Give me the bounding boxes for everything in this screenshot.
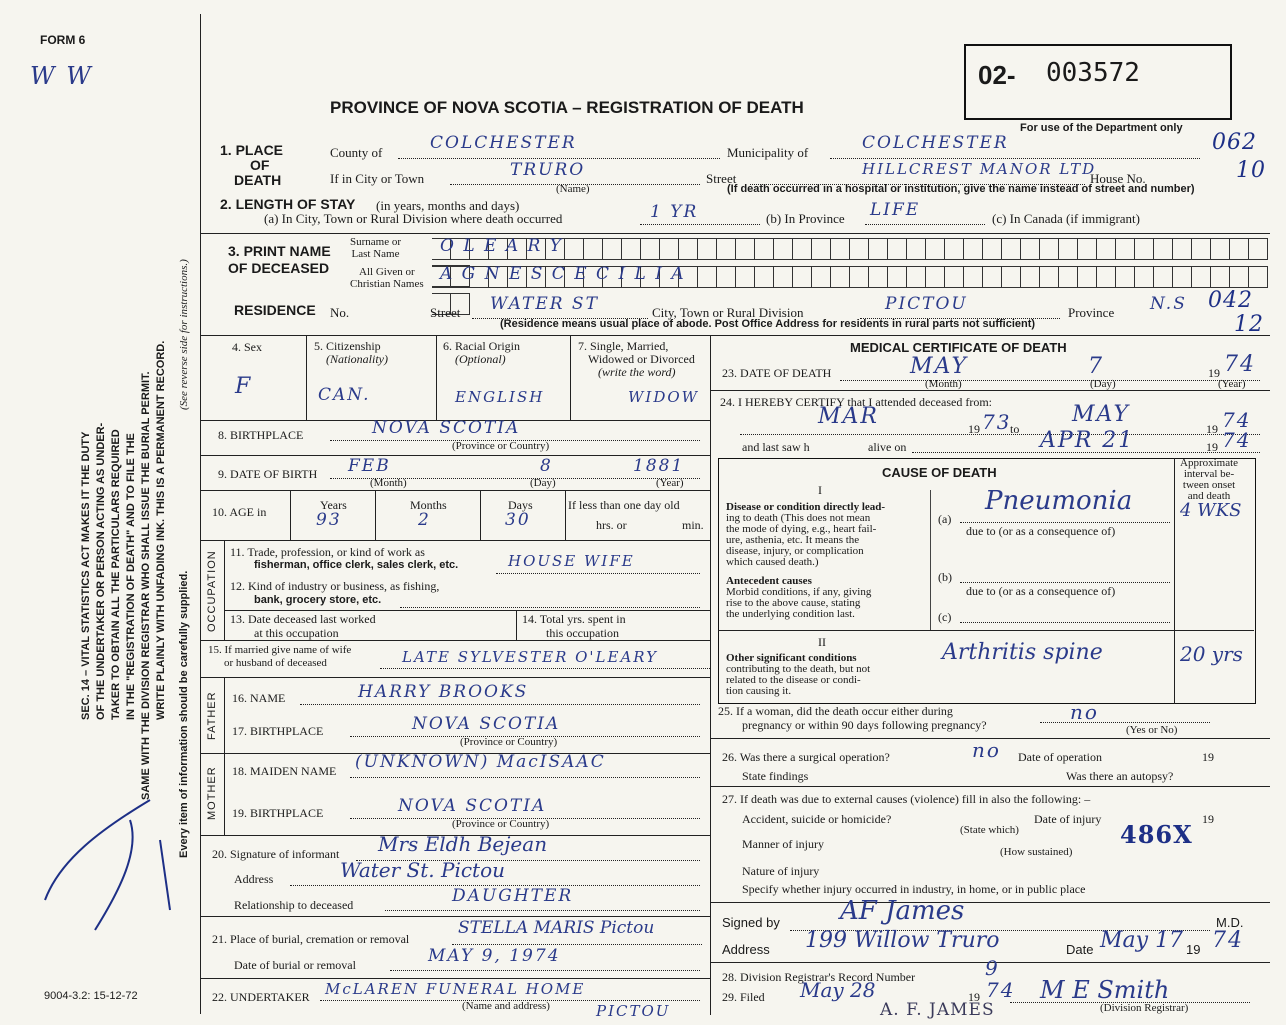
surname-label-line: Surname or [350, 236, 402, 248]
dotted-line [740, 434, 1260, 435]
age-days-label: Days [508, 498, 533, 512]
industry-label-line: bank, grocery store, etc. [254, 594, 382, 606]
other-conditions-line: related to the disease or condi- [726, 674, 861, 686]
dod-19: 19 [1208, 366, 1220, 380]
dotted-line [350, 777, 700, 778]
age-label: 10. AGE in [212, 505, 267, 519]
stay-a-value: 1 YR [650, 202, 699, 222]
place-label-line: DEATH [234, 172, 282, 188]
divider [200, 490, 710, 491]
divider [710, 390, 1270, 391]
from-19: 19 [968, 422, 980, 436]
signature-date-label: Date [1066, 942, 1094, 957]
city-label: If in City or Town [330, 171, 425, 186]
direct-cause-label [726, 502, 885, 568]
cause-a-interval: 4 WKS [1180, 500, 1242, 521]
age-years-label: Years [320, 498, 347, 512]
dob-label: 9. DATE OF BIRTH [218, 467, 318, 481]
antecedent-line: rise to the above cause, stating [726, 597, 861, 609]
given-label [350, 266, 424, 290]
industry-label-line: 12. Kind of industry or business, as fishing, [230, 579, 440, 593]
signature-year: 74 [1212, 928, 1244, 953]
interval-label-line: interval be- [1183, 468, 1235, 480]
sex-label: 4. Sex [232, 340, 262, 354]
antecedent-line: Morbid conditions, if any, giving [726, 586, 872, 598]
mother-birthplace: NOVA SCOTIA [398, 796, 547, 816]
mother-birthplace-label: 19. BIRTHPLACE [232, 806, 324, 820]
stay-label: 2. LENGTH OF STAY [220, 196, 356, 212]
residence-street-label: Street [430, 305, 461, 320]
physician-address: 199 Willow Truro [805, 928, 1000, 953]
to-19: 19 [1206, 422, 1218, 436]
citizenship-label-line: 5. Citizenship [314, 339, 381, 353]
direct-cause-line: the mode of dying, e.g., heart fail- [726, 523, 877, 535]
dotted-line [640, 224, 760, 225]
spouse-label-line: 15. If married give name of wife [208, 644, 352, 656]
place-label-line: OF [250, 157, 270, 173]
trade-label [230, 546, 458, 572]
divider [224, 610, 710, 611]
direct-cause-line: ure, asthenia, etc. It means the [726, 534, 860, 546]
stay-a-label: (a) In City, Town or Rural Division where death occurred [264, 211, 563, 226]
last-19: 19 [1206, 440, 1218, 454]
dotted-line [300, 704, 700, 705]
name-caption: (Name) [556, 183, 590, 195]
interval-label-line: and death [1187, 490, 1231, 502]
trade-label-line: fisherman, office clerk, sales clerk, etc. [254, 559, 459, 571]
cell-divider [224, 540, 225, 640]
dotted-line [452, 944, 702, 945]
autopsy-label: Was there an autopsy? [1066, 769, 1174, 783]
informant-label: 20. Signature of informant [212, 847, 340, 861]
filed-year: 74 [986, 978, 1016, 1002]
age-months: 2 [418, 510, 431, 530]
operation-date-label: Date of operation [1018, 750, 1102, 764]
divider [200, 978, 710, 979]
cell-divider [306, 335, 307, 420]
handwritten-initials: W W [30, 62, 93, 90]
dotted-line [960, 522, 1170, 523]
cell-divider [565, 490, 566, 540]
origin-label-line: 6. Racial Origin [443, 339, 520, 353]
dotted-line [830, 158, 1200, 159]
direct-cause-line: disease, injury, or complication [726, 545, 864, 557]
hrs-label: hrs. or [596, 518, 627, 532]
origin-sub: (Optional) [455, 352, 506, 366]
residence-label: RESIDENCE [234, 302, 316, 318]
manner-label: Manner of injury [742, 837, 824, 851]
spouse-label-line: or husband of deceased [224, 657, 327, 669]
cell-divider [436, 335, 437, 420]
mother-maiden-label: 18. MAIDEN NAME [232, 764, 337, 778]
county-value: COLCHESTER [430, 133, 577, 153]
divider [200, 233, 1270, 234]
nature-label: Nature of injury [742, 864, 820, 878]
stay-sub: (in years, months and days) [376, 198, 520, 213]
last-seen: APR 21 [1040, 428, 1135, 453]
dob-day: 8 [540, 456, 553, 476]
relationship-value: DAUGHTER [452, 886, 574, 906]
total-years-label [522, 612, 626, 640]
mother-side-label: MOTHER [206, 766, 218, 820]
dod-year: 74 [1224, 352, 1256, 377]
side-text-line: OF THE UNDERTAKER OR PERSON ACTING AS UNDER- [95, 422, 107, 720]
father-birthplace: NOVA SCOTIA [412, 714, 561, 734]
dod-label: 23. DATE OF DEATH [722, 366, 832, 380]
department-note: For use of the Department only [1020, 122, 1183, 134]
cell-divider [480, 490, 481, 540]
registration-number-box [964, 44, 1232, 120]
last-worked-label-line: at this occupation [254, 626, 339, 640]
street-label: Street [706, 171, 737, 186]
name-label [228, 243, 331, 277]
city-value: TRURO [510, 160, 586, 180]
occupation-side-label: OCCUPATION [206, 550, 218, 632]
name-label-line: OF DECEASED [228, 260, 330, 276]
signature-date: May 17 [1100, 928, 1184, 953]
cell-divider [224, 753, 225, 835]
marital-label [578, 340, 695, 379]
surname-label [350, 236, 401, 260]
marital-label-line: Widowed or Divorced [588, 352, 695, 366]
cause-a-value: Pneumonia [985, 486, 1133, 516]
physician-signature: AF James [840, 896, 965, 926]
cause-roman-1: I [818, 483, 822, 497]
given-label-line: All Given or [359, 266, 415, 278]
side-text-line: SEC. 14 – VITAL STATISTICS ACT MAKES IT THE DUTY [80, 431, 92, 720]
side-text-line: IN THE "REGISTRATION OF DEATH" AND TO FILE THE [125, 433, 137, 720]
last-worked-label-line: 13. Date deceased last worked [230, 612, 376, 626]
cell-divider [375, 490, 376, 540]
undertaker-town: PICTOU [596, 1002, 671, 1020]
last-seen-year: 74 [1222, 428, 1252, 452]
record-number-label: 28. Division Registrar's Record Number [722, 970, 916, 984]
residence-province-label: Province [1068, 305, 1115, 320]
municipality-value: COLCHESTER [862, 133, 1009, 153]
birthplace-label: 8. BIRTHPLACE [218, 428, 304, 442]
citizenship-label [314, 340, 388, 366]
q25-line: pregnancy or within 90 days following pregnancy? [742, 718, 987, 732]
mother-maiden: (UNKNOWN) MacISAAC [355, 752, 606, 772]
stay-b-label: (b) In Province [766, 211, 845, 226]
residence-street: WATER ST [490, 294, 599, 314]
cell-divider [516, 610, 517, 640]
dotted-line [390, 970, 700, 971]
dob-month: FEB [348, 456, 391, 476]
yes-no-caption: (Yes or No) [1126, 724, 1178, 736]
md-label: M.D. [1216, 915, 1244, 930]
operation-19: 19 [1202, 750, 1214, 764]
side-text-line: Every item of information should be carefully supplied. [178, 570, 190, 858]
divider [200, 335, 1270, 336]
father-bp-caption: (Province or Country) [460, 736, 558, 748]
given-label-line: Christian Names [350, 278, 424, 290]
direct-cause-line: ing to death (This does not mean [726, 512, 871, 524]
father-name: HARRY BROOKS [358, 682, 529, 702]
burial-place: STELLA MARIS Pictou [458, 918, 655, 938]
marital-value: WIDOW [628, 388, 700, 406]
divider [200, 540, 710, 541]
other-conditions-value: Arthritis spine [942, 640, 1103, 665]
other-conditions-line: contributing to the death, but not [726, 663, 871, 675]
residence-no-label: No. [330, 305, 350, 320]
age-days: 30 [505, 510, 531, 530]
marital-label-line: (write the word) [598, 365, 676, 379]
stay-b-value: LIFE [870, 200, 921, 220]
last-saw-label: and last saw h [742, 440, 810, 454]
birthplace-caption: (Province or Country) [452, 440, 550, 452]
q25-answer: no [1070, 700, 1099, 724]
surname-value: O L E A R Y [440, 236, 563, 256]
dotted-line [840, 380, 1260, 381]
cause-roman-2: II [818, 635, 826, 649]
side-text-line: WRITE PLAINLY WITH UNFADING INK. THIS IS A PERMANENT RECORD. [155, 340, 167, 720]
cause-a-label: (a) [938, 512, 952, 526]
antecedent-line: Antecedent causes [726, 575, 812, 587]
divider [718, 630, 1254, 631]
surname-label-line: Last Name [351, 248, 400, 260]
divider [710, 786, 1270, 787]
dotted-line [865, 224, 985, 225]
registrar-caption: (Division Registrar) [1100, 1002, 1189, 1014]
dob-year: 1881 [633, 456, 685, 476]
to-label: to [1010, 422, 1020, 436]
total-years-label-line: this occupation [546, 626, 619, 640]
interval-label-line: tween onset [1182, 479, 1236, 491]
place-label-line: 1. PLACE [220, 142, 284, 158]
form-title: PROVINCE OF NOVA SCOTIA – REGISTRATION OF DEATH [330, 98, 804, 117]
attended-to: MAY [1072, 402, 1131, 427]
spouse-value: LATE SYLVESTER O'LEARY [402, 648, 659, 666]
min-label: min. [682, 518, 704, 532]
dotted-line [912, 452, 1260, 453]
sex-value: F [235, 374, 253, 399]
place-label [220, 143, 283, 188]
trade-label-line: 11. Trade, profession, or kind of work as [230, 545, 425, 559]
signed-by-label: Signed by [722, 915, 780, 930]
interval-label [1180, 458, 1238, 502]
q26-answer: no [972, 738, 1001, 762]
bracket [930, 490, 931, 630]
spouse-label [208, 644, 351, 670]
attended-to-year: 74 [1222, 408, 1252, 432]
due-to-b: due to (or as a consequence of) [966, 584, 1116, 598]
burial-place-label: 21. Place of burial, cremation or removal [212, 932, 410, 946]
q26-label: 26. Was there a surgical operation? [722, 750, 890, 764]
informant-address-label: Address [234, 872, 274, 886]
street-value: HILLCREST MANOR LTD [862, 160, 1097, 178]
form-label: FORM 6 [40, 33, 86, 47]
less-than-day-label: If less than one day old [568, 498, 680, 512]
dob-day-caption: (Day) [530, 477, 556, 489]
direct-cause-line: which caused death.) [726, 556, 819, 568]
accident-label: Accident, suicide or homicide? [742, 812, 892, 826]
residence-province: N.S [1150, 294, 1187, 314]
side-text-line: SAME WITH THE DIVISION REGISTRAR WHO SHALL ISSUE THE BURIAL PERMIT. [140, 371, 152, 800]
specify-label: Specify whether injury occurred in industry, in home, or in public place [742, 882, 1086, 896]
attended-from-year: 73 [982, 410, 1012, 434]
stamp-486x: 486X [1120, 820, 1193, 849]
cause-b-label: (b) [938, 570, 952, 584]
divider [200, 640, 710, 641]
attended-from: MAR [818, 404, 879, 429]
birthplace-value: NOVA SCOTIA [372, 418, 521, 438]
dod-day: 7 [1088, 354, 1104, 379]
origin-label [443, 340, 520, 366]
registration-number: 003572 [1046, 58, 1140, 88]
cause-title: CAUSE OF DEATH [882, 465, 997, 480]
marital-label-line: 7. Single, Married, [578, 339, 669, 353]
undertaker-label: 22. UNDERTAKER [212, 990, 310, 1004]
father-name-label: 16. NAME [232, 691, 286, 705]
direct-cause-line: Disease or condition directly lead- [726, 501, 886, 513]
findings-label: State findings [742, 769, 809, 783]
physician-printed-name: A. F. JAMES [880, 1000, 995, 1020]
residence-city-label: City, Town or Rural Division [652, 305, 804, 320]
total-years-label-line: 14. Total yrs. spent in [522, 612, 626, 626]
undertaker-value: McLAREN FUNERAL HOME [325, 980, 586, 998]
municipality-code: 062 [1212, 130, 1257, 155]
other-interval: 20 yrs [1180, 642, 1243, 666]
house-label: House No. [1090, 171, 1146, 186]
interval-divider [1174, 458, 1175, 704]
burial-date-label: Date of burial or removal [234, 958, 356, 972]
injury-date-label: Date of injury [1034, 812, 1102, 826]
name-label-line: 3. PRINT NAME [228, 243, 331, 259]
registration-prefix: 02- [978, 60, 1016, 90]
informant-address: Water St. Pictou [340, 858, 505, 882]
origin-value: ENGLISH [455, 388, 545, 406]
stay-c-label: (c) In Canada (if immigrant) [992, 211, 1140, 226]
how-sustained-caption: (How sustained) [1000, 846, 1073, 858]
divider [710, 902, 1270, 903]
medical-title: MEDICAL CERTIFICATE OF DEATH [850, 340, 1067, 355]
side-text-line: TAKER TO OBTAIN ALL THE PARTICULARS REQUIRED [110, 429, 122, 720]
signature-19: 19 [1186, 942, 1201, 957]
form-left-border [200, 14, 201, 1014]
father-side-label: FATHER [206, 691, 218, 740]
citizenship-sub: (Nationality) [326, 352, 388, 366]
dob-month-caption: (Month) [370, 477, 407, 489]
industry-label [230, 579, 439, 607]
dotted-line [496, 573, 700, 574]
dod-month: MAY [910, 354, 969, 379]
certify-label: 24. I HEREBY CERTIFY that I attended deceased from: [720, 395, 992, 409]
dotted-line [385, 910, 700, 911]
trade-value: HOUSE WIFE [508, 552, 635, 570]
other-conditions-label [726, 653, 870, 697]
q25-line: 25. If a woman, did the death occur either during [718, 704, 953, 718]
hospital-note: (If death occurred in a hospital or institution, give the name instead of street and number) [727, 183, 1195, 195]
form-code: 9004-3.2: 15-12-72 [44, 990, 138, 1002]
antecedent-label [726, 576, 871, 620]
residence-city: PICTOU [885, 294, 968, 314]
divider [200, 916, 710, 917]
dod-year-caption: (Year) [1218, 378, 1246, 390]
side-text-line: (See reverse side for instructions.) [178, 259, 190, 410]
last-worked-label [230, 612, 376, 640]
divider [200, 677, 710, 678]
informant-signature: Mrs Eldh Bejean [378, 832, 548, 856]
citizenship-value: CAN. [318, 385, 371, 405]
undertaker-caption: (Name and address) [462, 1000, 550, 1012]
dotted-line [380, 668, 710, 669]
cell-divider [224, 677, 225, 753]
filed-label: 29. Filed [722, 990, 765, 1004]
dotted-line [960, 622, 1170, 623]
dotted-line [400, 607, 700, 608]
burial-date: MAY 9, 1974 [428, 946, 561, 966]
state-which-caption: (State which) [960, 824, 1019, 836]
county-label: County of [330, 145, 383, 160]
residence-code: 042 [1208, 288, 1253, 313]
dod-day-caption: (Day) [1090, 378, 1116, 390]
mother-bp-caption: (Province or Country) [452, 818, 550, 830]
dotted-line [398, 158, 720, 159]
q27-label: 27. If death was due to external causes (violence) fill in also the following: – [722, 792, 1091, 806]
due-to-a: due to (or as a consequence of) [966, 524, 1116, 538]
age-months-label: Months [410, 498, 447, 512]
municipality-label: Municipality of [727, 145, 809, 160]
dod-month-caption: (Month) [925, 378, 962, 390]
other-conditions-line: tion causing it. [726, 685, 792, 697]
filed-date: May 28 [800, 978, 876, 1002]
father-birthplace-label: 17. BIRTHPLACE [232, 724, 324, 738]
other-conditions-line: Other significant conditions [726, 652, 857, 664]
given-value: A G N E S C E C I L I A [440, 264, 686, 284]
signature-address-label: Address [722, 942, 770, 957]
house-code: 10 [1236, 158, 1266, 183]
cell-divider [290, 490, 291, 540]
interval-label-line: Approximate [1180, 457, 1239, 469]
residence-note: (Residence means usual place of abode. Post Office Address for residents in rural parts not sufficient) [500, 318, 1036, 330]
column-divider [710, 335, 711, 1015]
dob-year-caption: (Year) [656, 477, 684, 489]
margin-pen-mark [20, 760, 200, 940]
cell-divider [570, 335, 571, 420]
alive-on-label: alive on [868, 440, 907, 454]
filed-19: 19 [968, 990, 980, 1004]
age-years: 93 [316, 510, 342, 530]
record-number: 9 [985, 956, 1000, 980]
registrar-signature: M E Smith [1040, 976, 1170, 1004]
cause-c-label: (c) [938, 610, 952, 624]
residence-code-2: 12 [1234, 312, 1264, 337]
dotted-line [1040, 722, 1210, 723]
dotted-line [960, 582, 1170, 583]
injury-19: 19 [1202, 812, 1214, 826]
q25-label [718, 704, 987, 732]
relationship-label: Relationship to deceased [234, 898, 354, 912]
antecedent-line: the underlying condition last. [726, 608, 855, 620]
